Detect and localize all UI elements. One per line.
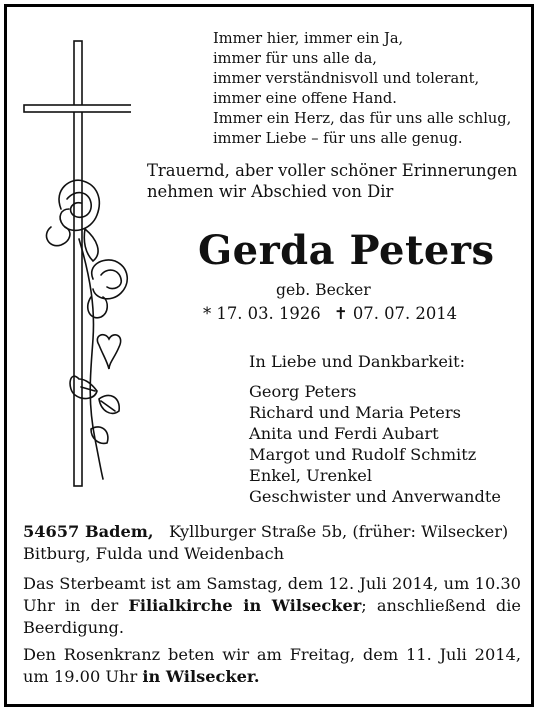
mourner-name: Georg Peters: [249, 382, 357, 401]
address-place: 54657 Badem,: [23, 522, 154, 541]
mourner-name: Anita und Ferdi Aubart: [249, 424, 439, 443]
poem-line: Immer hier, immer ein Ja,: [213, 30, 404, 47]
life-dates: [203, 303, 457, 325]
intro-line: nehmen wir Abschied von Dir: [147, 182, 394, 201]
poem: [213, 29, 511, 149]
poem-line: immer eine offene Hand.: [213, 90, 397, 107]
rosary-text: Den Rosenkranz beten wir am Freitag, dem 11. Juli 2014, um 19.00 Uhr in Wilsecker.: [23, 645, 521, 686]
poem-line: Immer ein Herz, das für uns alle schlug,: [213, 110, 512, 127]
cross-with-roses-icon: [21, 39, 131, 499]
mourner-name: Margot und Rudolf Schmitz: [249, 445, 477, 464]
mourners-heading: In Liebe und Dankbarkeit:: [249, 352, 466, 371]
mourners-list: [249, 351, 501, 507]
mourner-name: Geschwister und Anverwandte: [249, 487, 501, 506]
mourner-name: Enkel, Urenkel: [249, 466, 373, 485]
obituary-notice: [4, 4, 534, 707]
poem-line: immer verständnisvoll und tolerant,: [213, 70, 480, 87]
birth-date: * 17. 03. 1926: [203, 304, 321, 323]
address-block: [23, 521, 519, 565]
address-street: Kyllburger Straße 5b, (früher: Wilsecker): [168, 522, 509, 541]
address-line2: Bitburg, Fulda und Weidenbach: [23, 544, 285, 563]
deceased-name: Gerda Peters: [198, 227, 495, 274]
intro-line: Trauernd, aber voller schöner Erinnerungen: [147, 161, 518, 180]
poem-line: immer Liebe – für uns alle genug.: [213, 130, 463, 147]
funeral-service-text: Das Sterbeamt ist am Samstag, dem 12. Juli 2014, um 10.30 Uhr in der Filialkirche in Wilsecker; anschließend die Beerdigung.: [23, 574, 522, 637]
intro-text: [147, 160, 517, 202]
service-location: Filialkirche in Wilsecker: [128, 596, 362, 615]
maiden-name: geb. Becker: [276, 281, 371, 299]
poem-line: immer für uns alle da,: [213, 50, 377, 67]
rosary-location: in Wilsecker.: [142, 667, 260, 686]
death-cross-icon: ✝: [333, 304, 348, 323]
mourner-name: Richard und Maria Peters: [249, 403, 461, 422]
death-date: 07. 07. 2014: [352, 304, 458, 323]
